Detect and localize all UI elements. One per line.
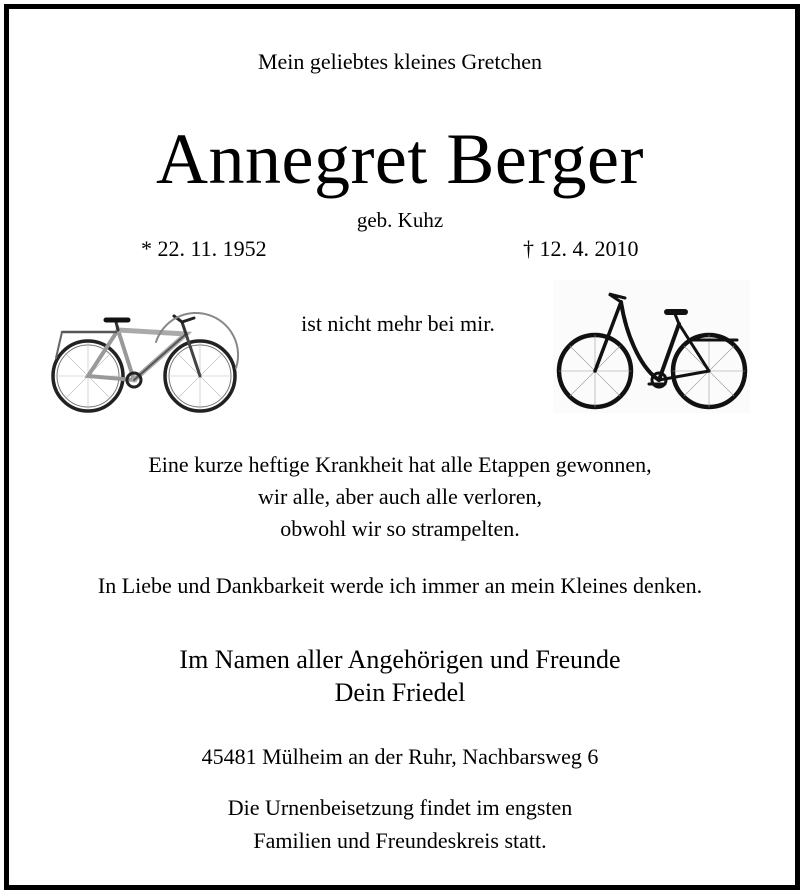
death-date: † 12. 4. 2010 <box>523 236 639 261</box>
maiden-name: geb. Kuhz <box>356 208 444 232</box>
thanks-line: In Liebe und Dankbarkeit werde ich immer an mein Kleines denken. <box>97 573 703 598</box>
deceased-name: Annegret Berger <box>156 119 644 199</box>
signature-name: Dein Friedel <box>334 678 466 707</box>
womens-bicycle-icon <box>553 280 750 413</box>
intro-line: Mein geliebtes kleines Gretchen <box>257 49 543 74</box>
verse-line: wir alle, aber auch alle verloren, <box>257 484 542 509</box>
subtitle-line: ist nicht mehr bei mir. <box>301 311 495 336</box>
verse-line: Eine kurze heftige Krankheit hat alle Etappen gewonnen, <box>148 452 652 477</box>
signature-line: Im Namen aller Angehörigen und Freunde <box>179 645 621 674</box>
verse-line: obwohl wir so strampelten. <box>280 516 520 541</box>
funeral-line: Familien und Freundeskreis statt. <box>253 828 547 853</box>
address-line: 45481 Mülheim an der Ruhr, Nachbarsweg 6 <box>201 744 599 769</box>
verse-block <box>0 449 800 545</box>
funeral-block <box>0 791 800 857</box>
funeral-line: Die Urnenbeisetzung findet im engsten <box>227 795 573 820</box>
birth-date: * 22. 11. 1952 <box>141 236 267 261</box>
signature-block <box>0 643 800 709</box>
